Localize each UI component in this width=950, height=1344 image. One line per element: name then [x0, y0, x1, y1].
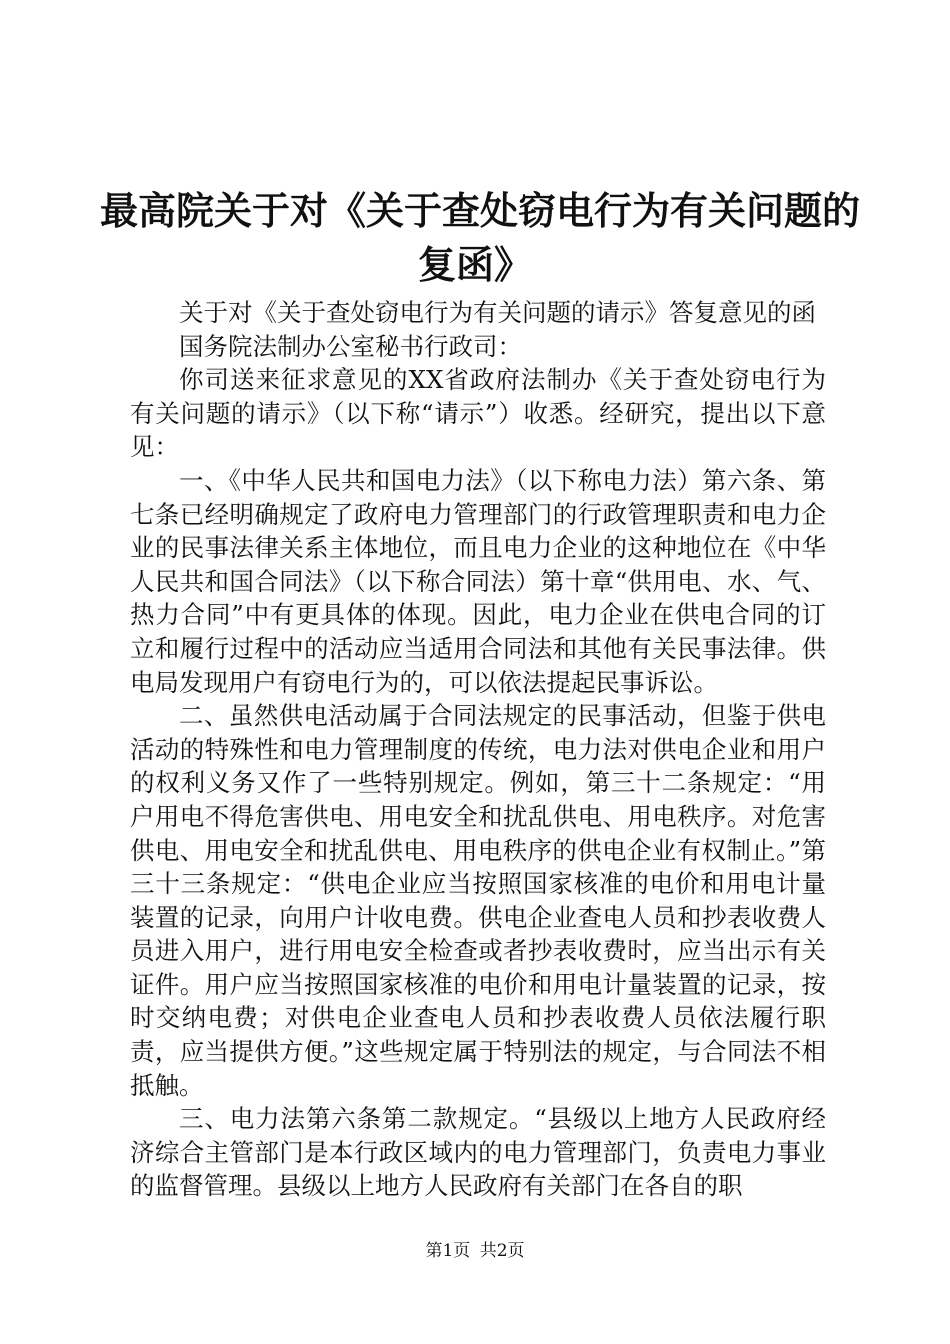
paragraph-point-3: 三、电力法第六条第二款规定。“县级以上地方人民政府经济综合主管部门是本行政区域内的电力管理部门，负责电力事业的监督管理。县级以上地方人民政府有关部门在各自的职 — [130, 1104, 826, 1201]
document-title-line-2: 复函》 — [417, 242, 532, 287]
paragraph-addressee: 国务院法制办公室秘书行政司： — [179, 331, 522, 361]
paragraph-intro: 你司送来征求意见的XX省政府法制办《关于查处窃电行为有关问题的请示》（以下称“请示”）收悉。经研究，提出以下意见： — [130, 365, 826, 462]
document-title-line-1: 最高院关于对《关于查处窃电行为有关问题的 — [100, 188, 861, 233]
page-number: 第1页 — [425, 1241, 471, 1261]
page-footer — [0, 1240, 950, 1262]
page-total: 共2页 — [479, 1241, 525, 1261]
paragraph-subject: 关于对《关于查处窃电行为有关问题的请示》答复意见的函 — [179, 298, 816, 327]
paragraph-point-2: 二、虽然供电活动属于合同法规定的民事活动，但鉴于供电活动的特殊性和电力管理制度的传统，电力法对供电企业和用户的权利义务又作了一些特别规定。例如，第三十二条规定：“用户用电不得危害供电、用电安全和扰乱供电、用电秩序。对危害供电、用电安全和扰乱供电、用电秩序的供电企业有权制止。”第三十三条规定：“供电企业应当按照国家核准的电价和用电计量装置的记录，向用户计收电费。供电企业查电人员和抄表收费人员进入用户，进行用电安全检查或者抄表收费时，应当出示有关证件。用户应当按照国家核准的电价和用电计量装置的记录，按时交纳电费；对供电企业查电人员和抄表收费人员依法履行职责，应当提供方便。”这些规定属于特别法的规定，与合同法不相抵触。 — [130, 701, 826, 1100]
document-body — [130, 296, 826, 1203]
paragraph-point-1: 一、《中华人民共和国电力法》（以下称电力法）第六条、第七条已经明确规定了政府电力管理部门的行政管理职责和电力企业的民事法律关系主体地位，而且电力企业的这种地位在《中华人民共和国合同法》（以下称合同法）第十章“供用电、水、气、热力合同”中有更具体的体现。因此，电力企业在供电合同的订立和履行过程中的活动应当适用合同法和其他有关民事法律。供电局发现用户有窃电行为的，可以依法提起民事诉讼。 — [130, 465, 826, 697]
